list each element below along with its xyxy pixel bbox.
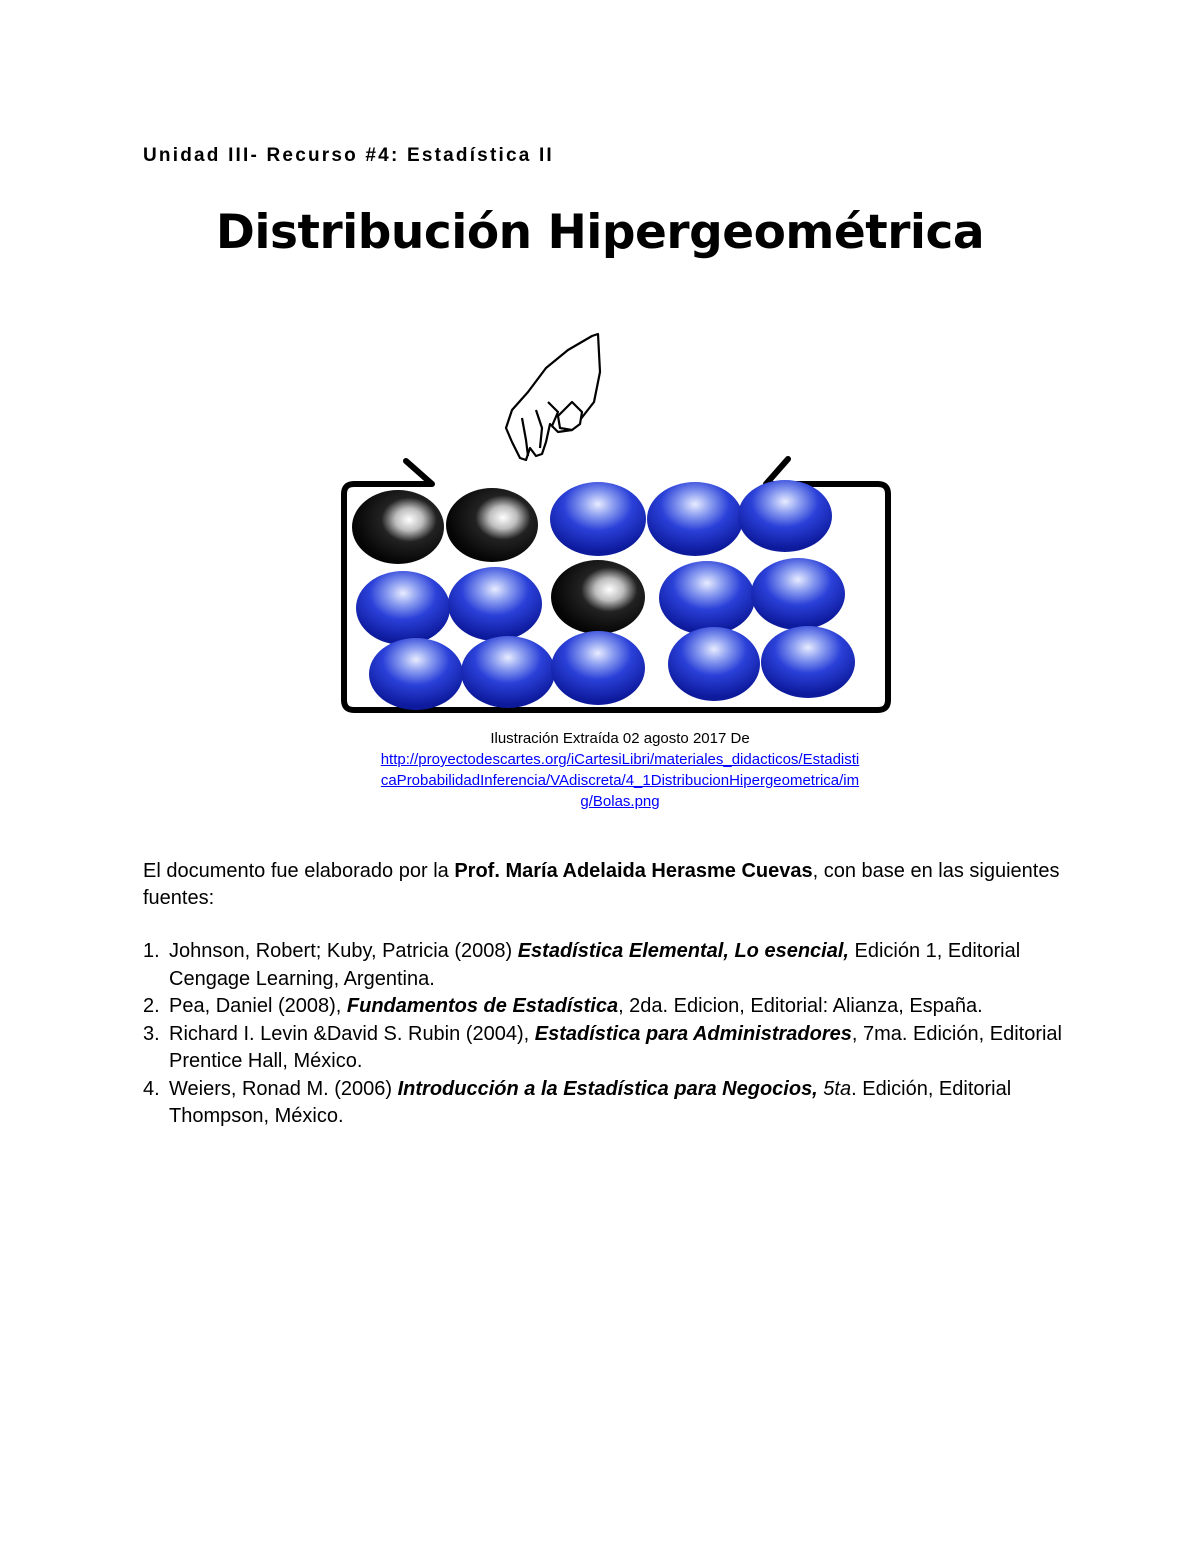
source-link-line: g/Bolas.png — [580, 793, 660, 810]
reference-details: Edición 1, Editorial Cengage Learning, Argentina. — [169, 940, 1021, 990]
source-link-line: caProbabilidadInferencia/VAdiscreta/4_1DistribucionHipergeometrica/im — [380, 772, 860, 789]
reference-number: 3. — [143, 1022, 160, 1045]
reference-item — [143, 938, 1073, 993]
reference-book-title: Estadística Elemental, Lo esencial, — [517, 940, 849, 962]
intro-paragraph — [143, 858, 1063, 912]
blue-ball — [738, 480, 832, 552]
blue-ball — [356, 571, 450, 645]
blue-ball — [369, 638, 463, 710]
black-ball — [352, 490, 444, 564]
reference-authors: Johnson, Robert; Kuby, Patricia (2008) — [169, 940, 518, 962]
author-name: Prof. María Adelaida Herasme Cuevas — [454, 860, 813, 882]
caption-text: Ilustración Extraída 02 agosto 2017 De — [490, 730, 750, 747]
reference-number: 2. — [143, 995, 160, 1017]
blue-ball — [461, 636, 555, 708]
reference-details: . Edición, Editorial Thompson, México. — [169, 1077, 1012, 1127]
reference-book-title: Fundamentos de Estadística — [346, 995, 619, 1017]
source-link-line: http://proyectodescartes.org/iCartesiLibri/materiales_didacticos/Estadisti — [380, 751, 860, 768]
reference-number: 1. — [143, 940, 160, 962]
black-ball — [551, 560, 645, 634]
urn-balls-illustration — [336, 332, 896, 717]
hand-icon — [506, 334, 600, 460]
source-link[interactable] — [320, 749, 920, 812]
page-title: Distribución Hipergeométrica — [215, 205, 985, 260]
blue-ball — [761, 626, 855, 698]
blue-ball — [668, 627, 760, 701]
reference-book-title: Introducción a la Estadística para Negocios, — [397, 1077, 818, 1100]
blue-ball — [551, 631, 645, 705]
illustration-caption — [320, 728, 920, 812]
reference-book-title: Estadística para Administradores — [534, 1022, 852, 1045]
reference-item — [143, 1021, 1073, 1076]
references-list — [143, 938, 1073, 1131]
reference-number: 4. — [143, 1077, 160, 1100]
unit-header: Unidad III- Recurso #4: Estadística II — [143, 145, 554, 166]
blue-ball — [448, 567, 542, 641]
blue-ball — [647, 482, 743, 556]
reference-item — [143, 1076, 1073, 1131]
intro-text: El documento fue elaborado por la — [143, 860, 455, 882]
blue-ball — [659, 561, 755, 635]
reference-details: , 7ma. Edición, Editorial Prentice Hall, México. — [169, 1022, 1062, 1072]
reference-authors: Weiers, Ronad M. (2006) — [169, 1077, 398, 1100]
reference-edition: 5ta — [817, 1077, 852, 1100]
reference-details: , 2da. Edicion, Editorial: Alianza, España. — [618, 995, 983, 1017]
blue-ball — [751, 558, 845, 630]
reference-item — [143, 993, 1073, 1021]
black-ball — [446, 488, 538, 562]
reference-authors: Richard I. Levin &David S. Rubin (2004), — [169, 1022, 535, 1045]
blue-ball — [550, 482, 646, 556]
reference-authors: Pea, Daniel (2008), — [169, 995, 347, 1017]
intro-text: , con base en las siguientes fuentes: — [143, 860, 1060, 909]
